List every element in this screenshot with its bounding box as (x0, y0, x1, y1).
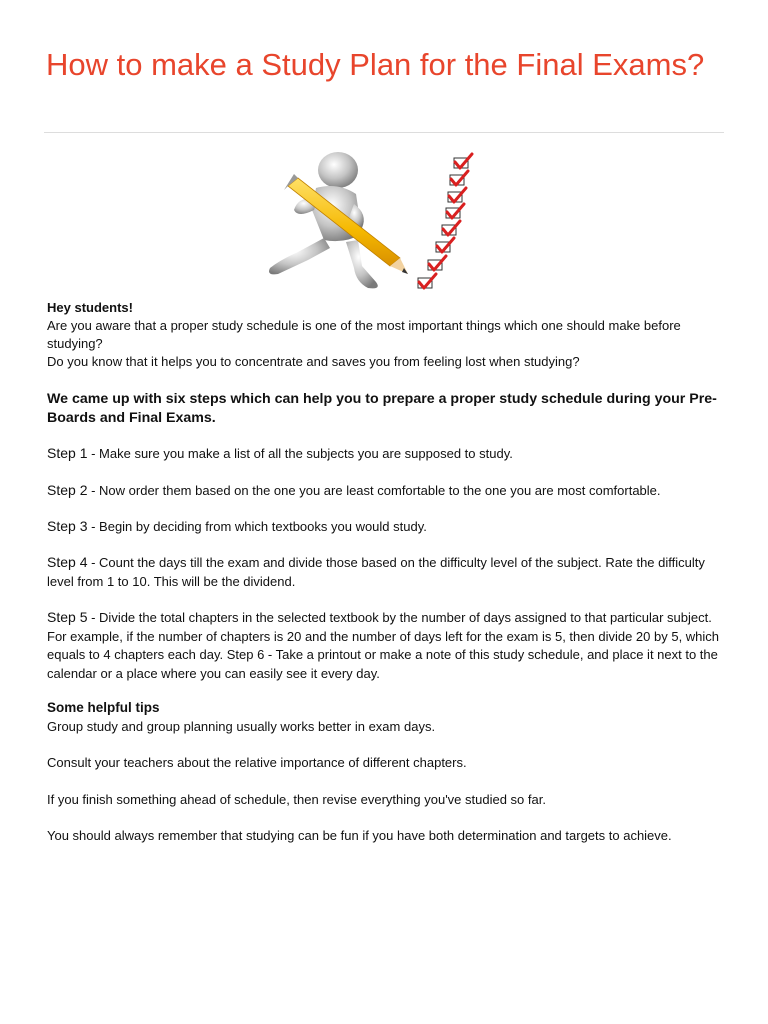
tip-2: Consult your teachers about the relative importance of different chapters. (47, 755, 467, 770)
step-4-text: - Count the days till the exam and divide those based on the difficulty level of the subject. Rate the difficulty level from 1 to 10. This will be the dividend. (47, 555, 705, 589)
step-3-text: - Begin by deciding from which textbooks you would study. (87, 519, 427, 534)
step-1-label: Step 1 (47, 445, 88, 461)
step-1-text: - Make sure you make a list of all the subjects you are supposed to study. (87, 446, 513, 461)
intro-line-2: Do you know that it helps you to concentrate and saves you from feeling lost when studying? (47, 354, 580, 369)
tip-1: Group study and group planning usually works better in exam days. (47, 719, 436, 734)
step-2-label: Step 2 (47, 482, 88, 498)
intro-block (47, 299, 737, 371)
checkmarks-group (419, 154, 472, 288)
step-2 (47, 481, 727, 501)
figure-with-pencil-checklist-icon (258, 148, 490, 300)
step-4-label: Step 4 (47, 554, 88, 570)
step-5 (47, 608, 727, 683)
page-title: How to make a Study Plan for the Final Exams? (46, 47, 705, 82)
tips-heading: Some helpful tips (47, 700, 160, 715)
tip-4: You should always remember that studying can be fun if you have both determination and targets to achieve. (47, 828, 672, 843)
step-2-text: - Now order them based on the one you are least comfortable to the one you are most comfortable. (87, 483, 661, 498)
intro-line-1: Are you aware that a proper study schedule is one of the most important things which one should make before studying? (47, 318, 681, 351)
tip-3: If you finish something ahead of schedule, then revise everything you've studied so far. (47, 792, 546, 807)
step-5-label: Step 5 (47, 609, 88, 625)
step-3-label: Step 3 (47, 518, 88, 534)
step-5-text: - Divide the total chapters in the selected textbook by the number of days assigned to that particular subject. For example, if the number of chapters is 20 and the number of days left for the exam is 5, then divide 20 by 5, which equals to 4 chapters each day. Step 6 - Take a printout or make a note of this study schedule, and place it next to the calendar or a place where you can easily see it every day. (47, 610, 720, 681)
lead-paragraph: We came up with six steps which can help you to prepare a proper study schedule during your Pre-Boards and Final Exams. (47, 391, 717, 426)
intro-greeting: Hey students! (47, 300, 133, 315)
title-divider (44, 132, 724, 133)
step-4 (47, 553, 727, 591)
step-3 (47, 517, 727, 537)
step-1 (47, 444, 727, 464)
